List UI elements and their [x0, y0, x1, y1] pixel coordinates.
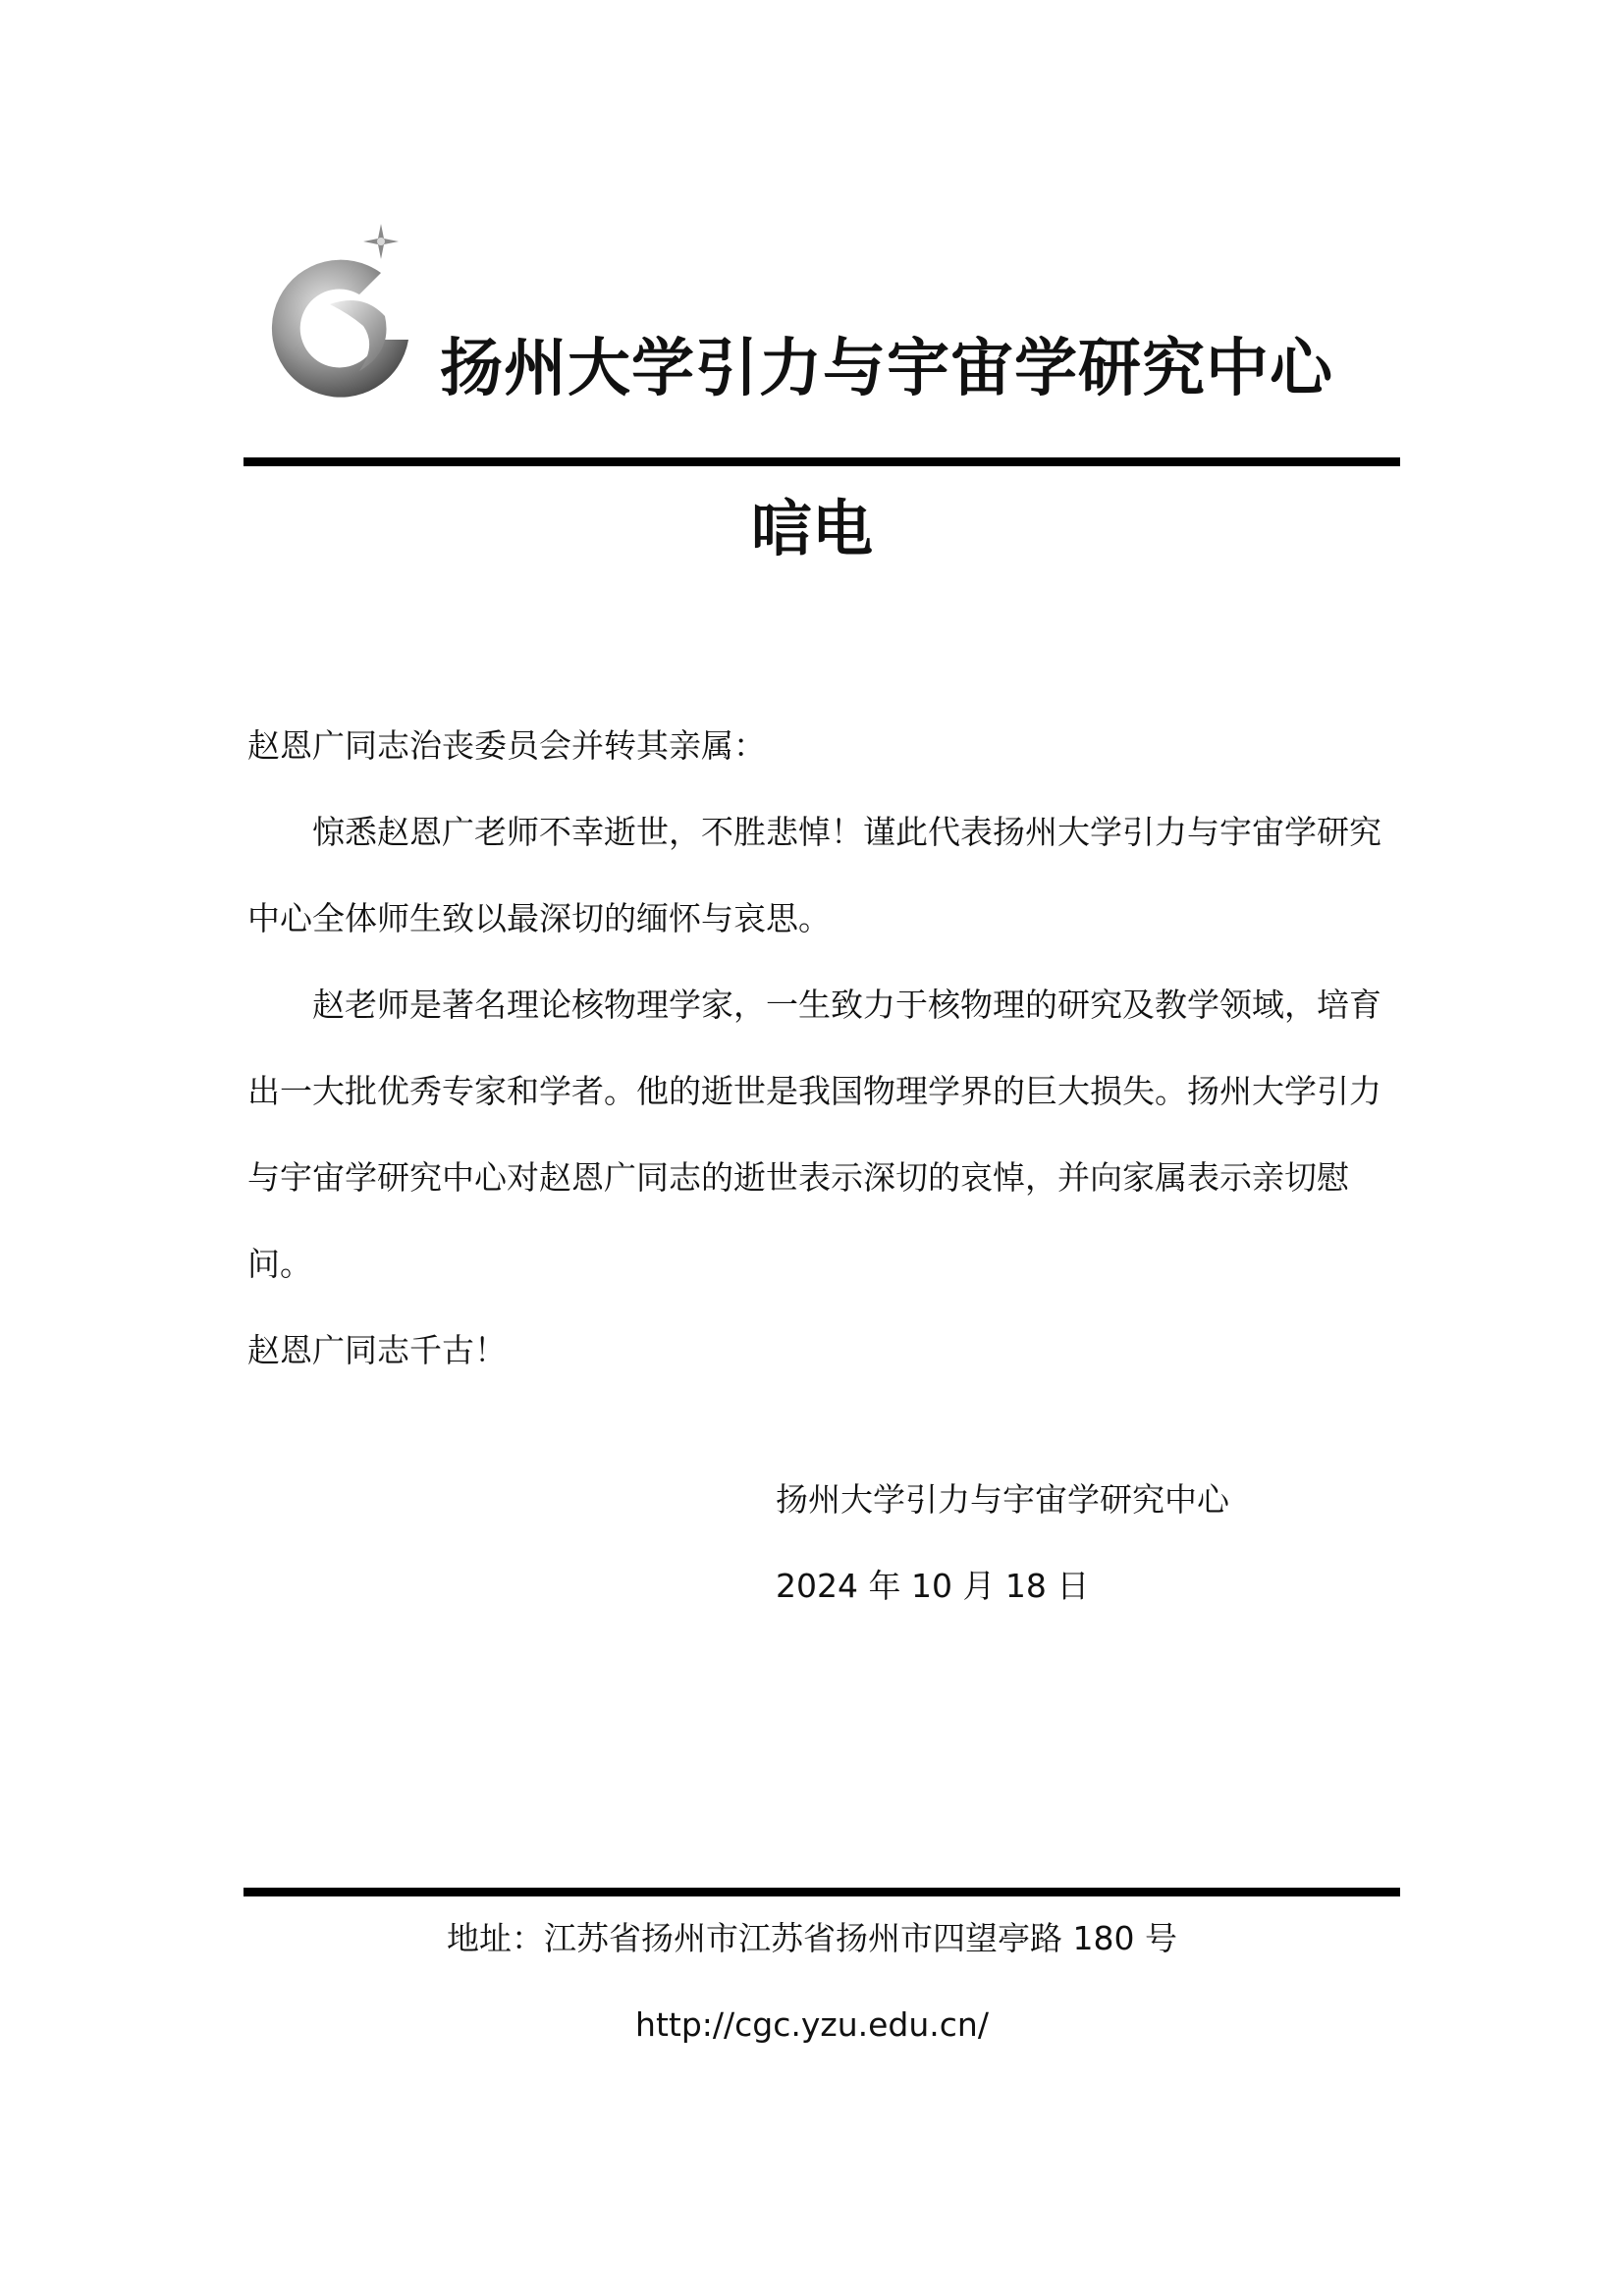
org-title: 扬州大学引力与宇宙学研究中心: [440, 333, 1333, 405]
signature-org: 扬州大学引力与宇宙学研究中心: [776, 1480, 1229, 1519]
paragraph-tribute: 赵老师是著名理论核物理学家，一生致力于核物理的研究及教学领域，培育出一大批优秀专家和学者。他的逝世是我国物理学界的巨大损失。扬州大学引力与宇宙学研究中心对赵恩广同志的逝世表示深切的哀悼，并向家属表示亲切慰问。: [247, 986, 1381, 1283]
signature-date: 2024 年 10 月 18 日: [776, 1567, 1090, 1605]
document-title: 唁电: [750, 493, 873, 564]
footer-divider: [244, 1888, 1400, 1896]
salutation: 赵恩广同志治丧委员会并转其亲属：: [247, 726, 766, 765]
signature-block: [776, 1457, 1229, 1629]
gravity-cosmology-logo-icon: [261, 224, 418, 400]
paragraph-condolence: 惊悉赵恩广老师不幸逝世，不胜悲悼！谨此代表扬州大学引力与宇宙学研究中心全体师生致以最深切的缅怀与哀思。: [247, 813, 1381, 937]
footer-address: 地址：江苏省扬州市江苏省扬州市四望亭路 180 号: [447, 1919, 1177, 1957]
header-divider: [244, 457, 1400, 466]
letter-body: [247, 703, 1401, 1394]
closing-line: 赵恩广同志千古！: [247, 1331, 507, 1369]
footer-url[interactable]: http://cgc.yzu.edu.cn/: [635, 2005, 989, 2044]
